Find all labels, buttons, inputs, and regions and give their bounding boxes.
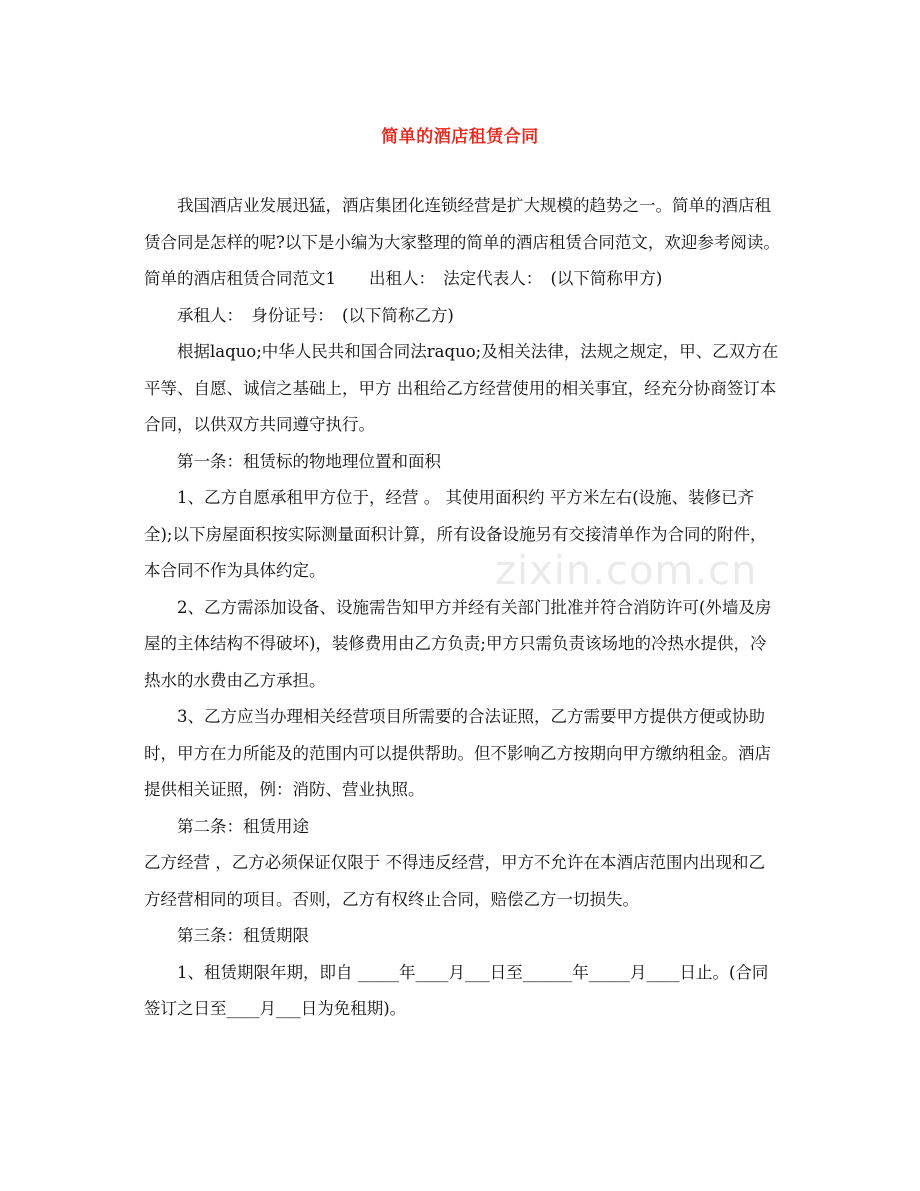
article-2-body: 乙方经营 ，乙方必须保证仅限于 不得违反经营，甲方不允许在本酒店范围内出现和乙方经营相同的项目。否则，乙方有权终止合同，赔偿乙方一切损失。 [144, 853, 765, 909]
article-1-clause-2: 2、乙方需添加设备、设施需告知甲方并经有关部门批准并符合消防许可(外墙及房屋的主体结构不得破坏)，装修费用由乙方负责;甲方只需负责该场地的冷热水提供，冷热水的水费由乙方承担。 [144, 597, 772, 690]
paragraph-intro: 我国酒店业发展迅猛，酒店集团化连锁经营是扩大规模的趋势之一。简单的酒店租赁合同是怎样的呢?以下是小编为大家整理的简单的酒店租赁合同范文，欢迎参考阅读。 [144, 196, 780, 252]
document-body [144, 188, 780, 1028]
watermark: zixin.com.cn [495, 548, 758, 594]
paragraph-legal-basis: 根据laquo;中华人民共和国合同法raquo;及相关法律，法规之规定，甲、乙双方在平等、自愿、诚信之基础上，甲方 出租给乙方经营使用的相关事宜，经充分协商签订本合同，以供双方共同遵守执行。 [144, 342, 779, 434]
document-title: 简单的酒店租赁合同 [381, 127, 539, 147]
paragraph-parties-lessee: 承租人： 身份证号： (以下简称乙方) [177, 305, 454, 325]
paragraph-parties-lessor: 简单的酒店租赁合同范文1 出租人： 法定代表人： (以下简称甲方) [144, 269, 663, 288]
article-1-clause-1: 1、乙方自愿承租甲方位于，经营 。 其使用面积约 平方米左右(设施、装修已齐全);以下房屋面积按实际测量面积计算，所有设备设施另有交接清单作为合同的附件，本合同不作为具体约定。 [144, 488, 767, 580]
article-2-heading: 第二条：租赁用途 [177, 816, 309, 836]
article-3-heading: 第三条：租赁期限 [177, 926, 309, 945]
article-1-heading: 第一条：租赁标的物地理位置和面积 [177, 451, 441, 471]
article-1-clause-3: 3、乙方应当办理相关经营项目所需要的合法证照，乙方需要甲方提供方便或协助时，甲方在力所能及的范围内可以提供帮助。但不影响乙方按期向甲方缴纳租金。酒店提供相关证照，例：消防、营业执照。 [144, 707, 771, 799]
article-3-clause-1: 1、租赁期限年期，即自 _____年____月___日至______年_____月____日止。(合同签订之日至____月___日为免租期)。 [144, 962, 769, 1018]
